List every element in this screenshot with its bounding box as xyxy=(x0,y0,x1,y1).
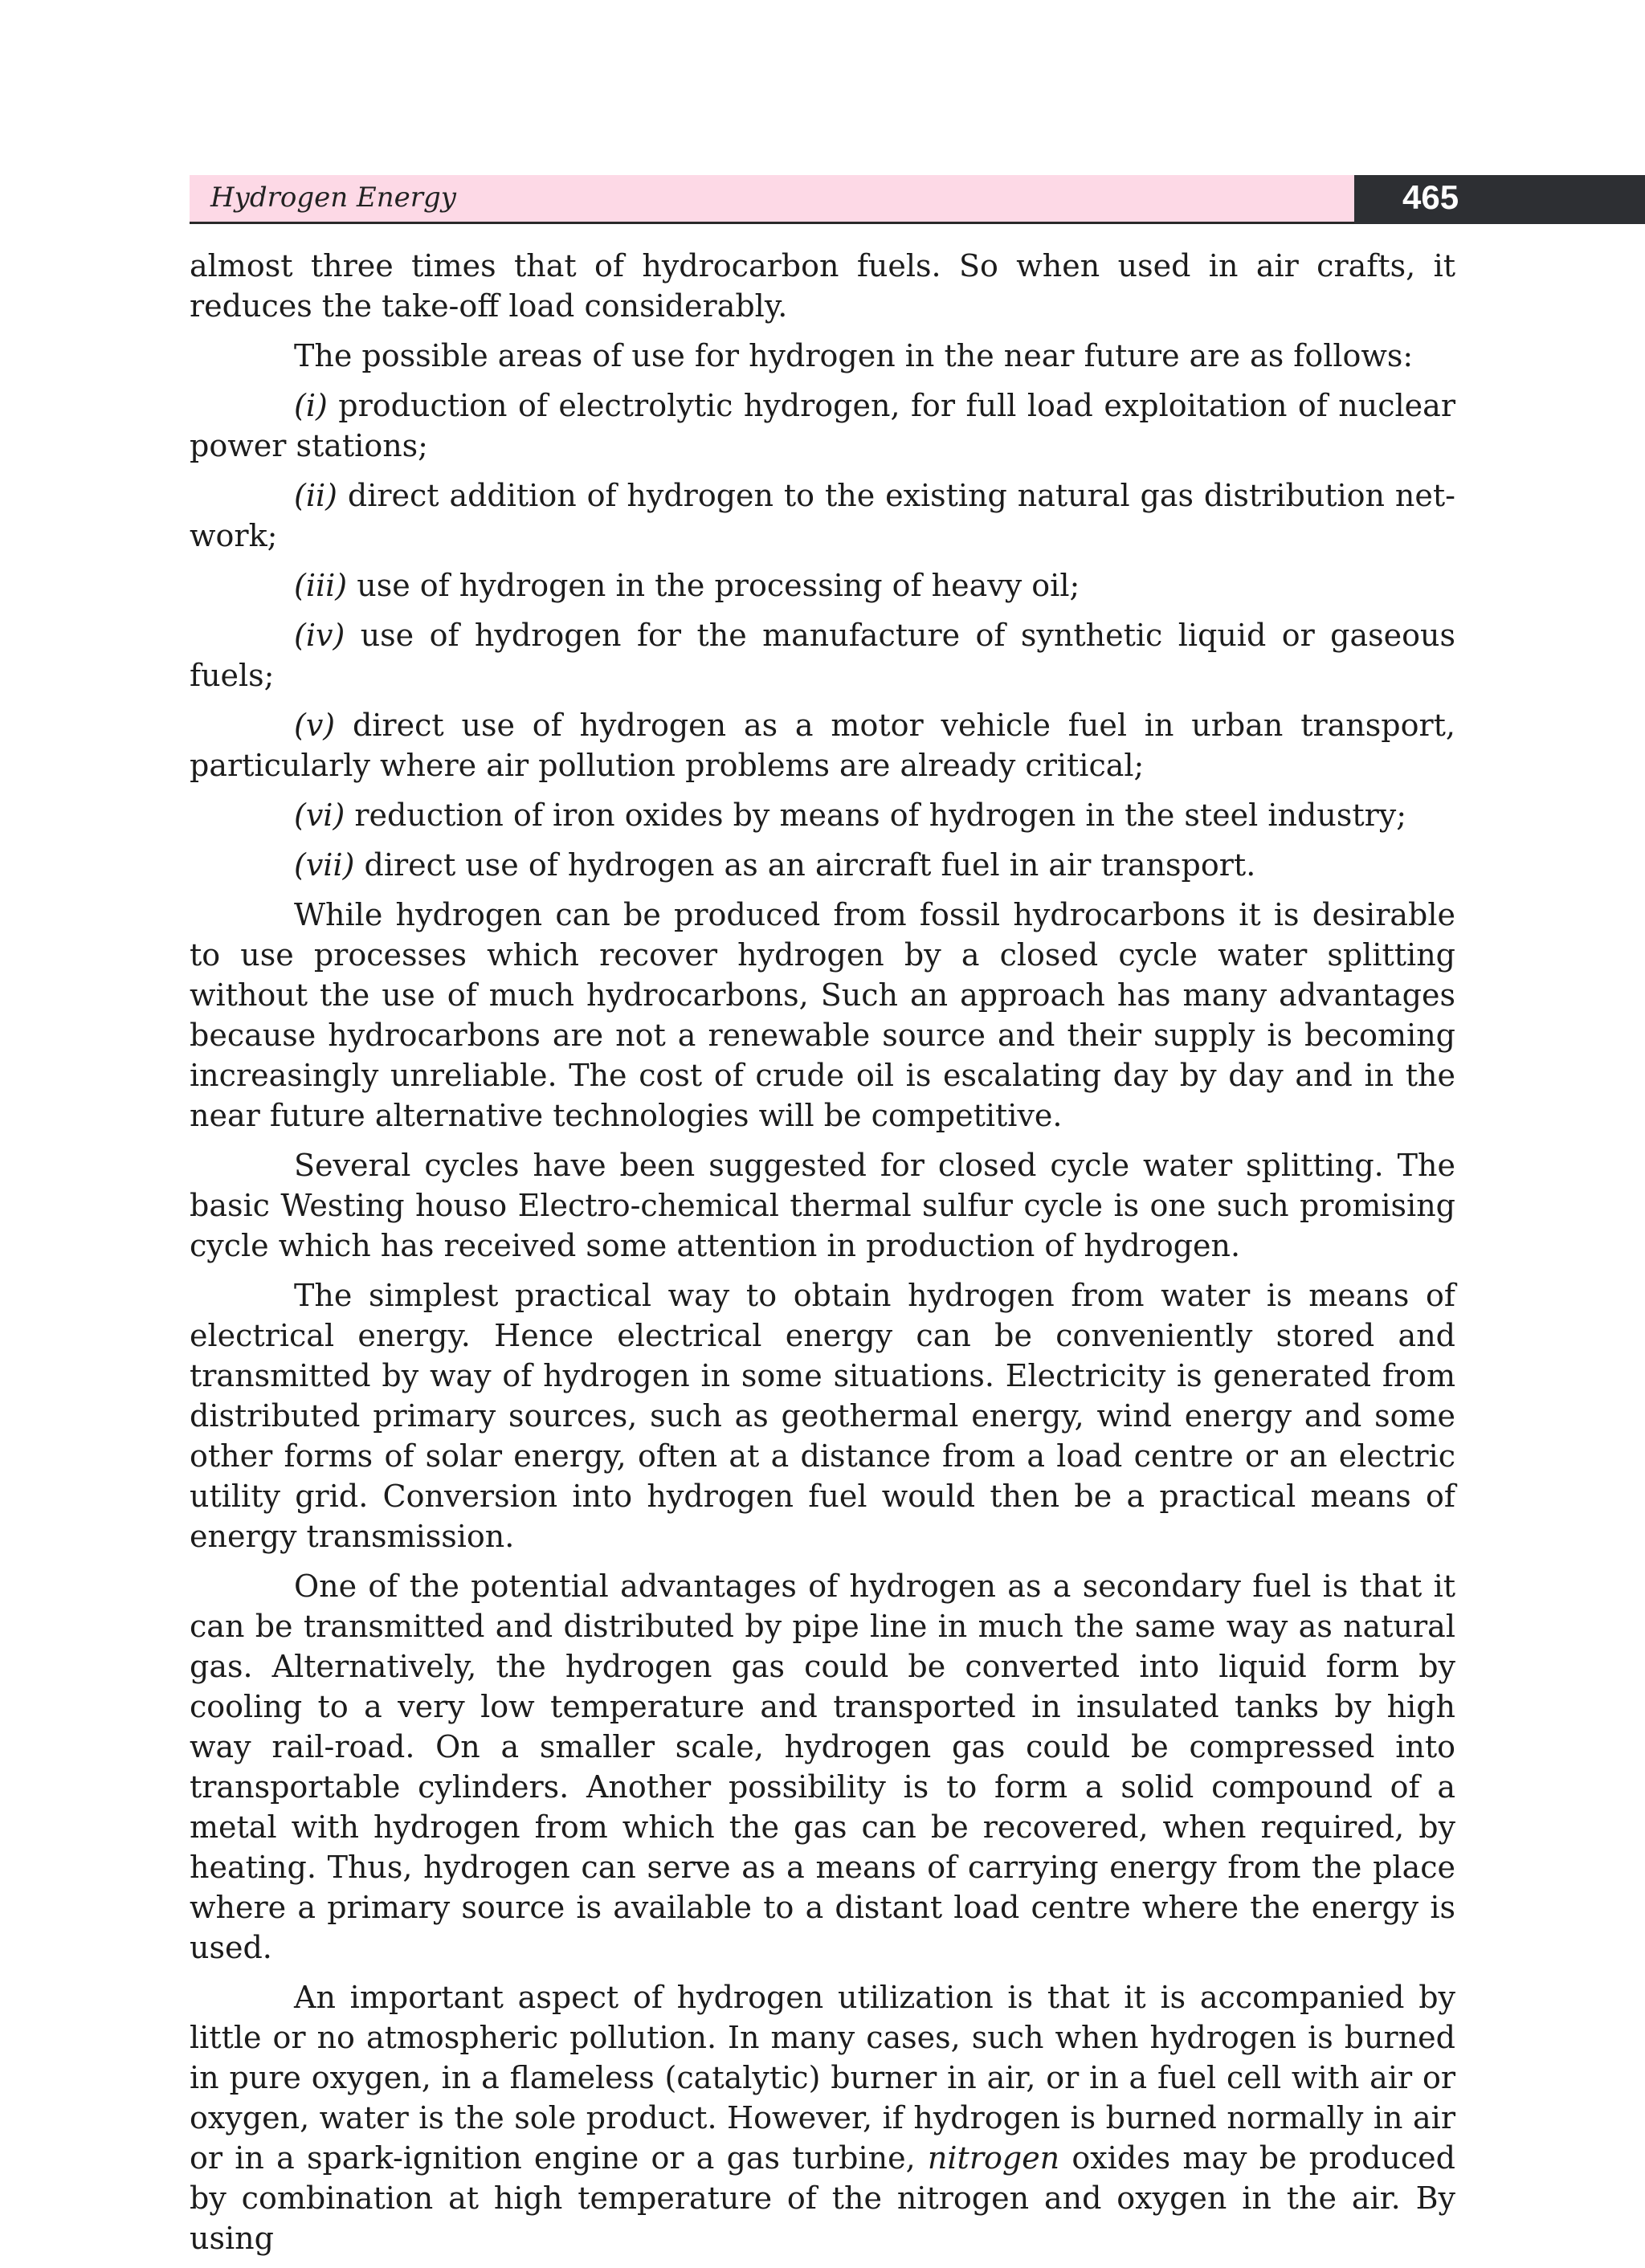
paragraph: While hydrogen can be produced from fossil hydrocarbons it is desirable to use processes which recover hydrogen by a closed cycle water splitting without the use of much hydrocarbons, Such an approach has many advantages because hydrocarbons are not a renewable source and their supply is becoming increasingly unreliable. The cost of crude oil is escalating day by day and in the near future alternative technologies will be competitive. xyxy=(190,897,1455,1133)
list-item-text: direct addition of hydrogen to the existing natural gas distribution net-work; xyxy=(190,478,1455,553)
list-item-text: direct use of hydrogen as an aircraft fuel in air transport. xyxy=(364,847,1256,883)
list-item-text: production of electrolytic hydrogen, for full load exploitation of nuclear power stations; xyxy=(190,388,1455,463)
list-item xyxy=(190,565,1455,606)
page-number: 465 xyxy=(1402,178,1459,216)
list-item xyxy=(190,795,1455,835)
list-marker: (v) xyxy=(294,708,336,743)
paragraph-text: An important aspect of hydrogen utilization is that it is accompanied by little or no atmospheric pollution. In many cases, such when hydrogen is burned in pure oxygen, in a flameless (catalytic) burner in air, or in a fuel cell with air or oxygen, water is the sole product. However, if hydrogen is burned normally in air or in a spark-ignition engine or a gas turbine, xyxy=(190,1980,1455,2176)
running-title: Hydrogen Energy xyxy=(210,182,456,214)
list-item xyxy=(190,615,1455,695)
list-marker: (vii) xyxy=(294,847,355,883)
body-text xyxy=(190,246,1455,2268)
list-item-text: direct use of hydrogen as a motor vehicle fuel in urban transport, particularly where air pollution problems are already critical; xyxy=(190,708,1455,783)
list-intro: The possible areas of use for hydrogen in the near future are as follows: xyxy=(294,338,1414,373)
paragraph: The simplest practical way to obtain hydrogen from water is means of electrical energy. Hence electrical energy can be conveniently stored and transmitted by way of hydrogen in some situations. Electricity is generated from distributed primary sources, such as geothermal energy, wind energy and some other forms of solar energy, often at a distance from a load centre or an electric utility grid. Conversion into hydrogen fuel would then be a practical means of energy transmission. xyxy=(190,1278,1455,1554)
list-marker: (ii) xyxy=(294,478,337,513)
paragraph-text: oxides may be produced by combination at high temperature of the nitrogen and oxygen in the air. By using xyxy=(190,2140,1455,2256)
list-item-text: use of hydrogen for the manufacture of synthetic liquid or gaseous fuels; xyxy=(190,618,1455,693)
list-item xyxy=(190,475,1455,556)
list-item-text: use of hydrogen in the processing of heavy oil; xyxy=(357,568,1080,603)
list-item xyxy=(190,845,1455,885)
intro-paragraph: almost three times that of hydrocarbon fuels. So when used in air crafts, it reduces the take-off load considerably. xyxy=(190,248,1455,324)
paragraph: One of the potential advantages of hydrogen as a secondary fuel is that it can be transmitted and distributed by pipe line in much the same way as natural gas. Alternatively, the hydrogen gas could be converted into liquid form by cooling to a very low temperature and transported in insulated tanks by high way rail-road. On a smaller scale, hydrogen gas could be compressed into transportable cylinders. Another possibility is to form a solid compound of a metal with hydrogen from which the gas can be recovered, when required, by heating. Thus, hydrogen can serve as a means of carrying energy from the place where a primary source is available to a distant load centre where the energy is used. xyxy=(190,1568,1455,1965)
list-marker: (iv) xyxy=(294,618,345,653)
list-marker: (i) xyxy=(294,388,328,423)
list-marker: (iii) xyxy=(294,568,348,603)
paragraph: Several cycles have been suggested for closed cycle water splitting. The basic Westing houso Electro-chemical thermal sulfur cycle is one such promising cycle which has received some attention in production of hydrogen. xyxy=(190,1148,1455,1263)
list-marker: (vi) xyxy=(294,797,345,833)
list-item-text: reduction of iron oxides by means of hydrogen in the steel industry; xyxy=(354,797,1407,833)
paragraph-last xyxy=(190,1977,1455,2258)
italic-term: nitrogen xyxy=(927,2140,1060,2176)
list-item xyxy=(190,385,1455,466)
list-item xyxy=(190,705,1455,785)
